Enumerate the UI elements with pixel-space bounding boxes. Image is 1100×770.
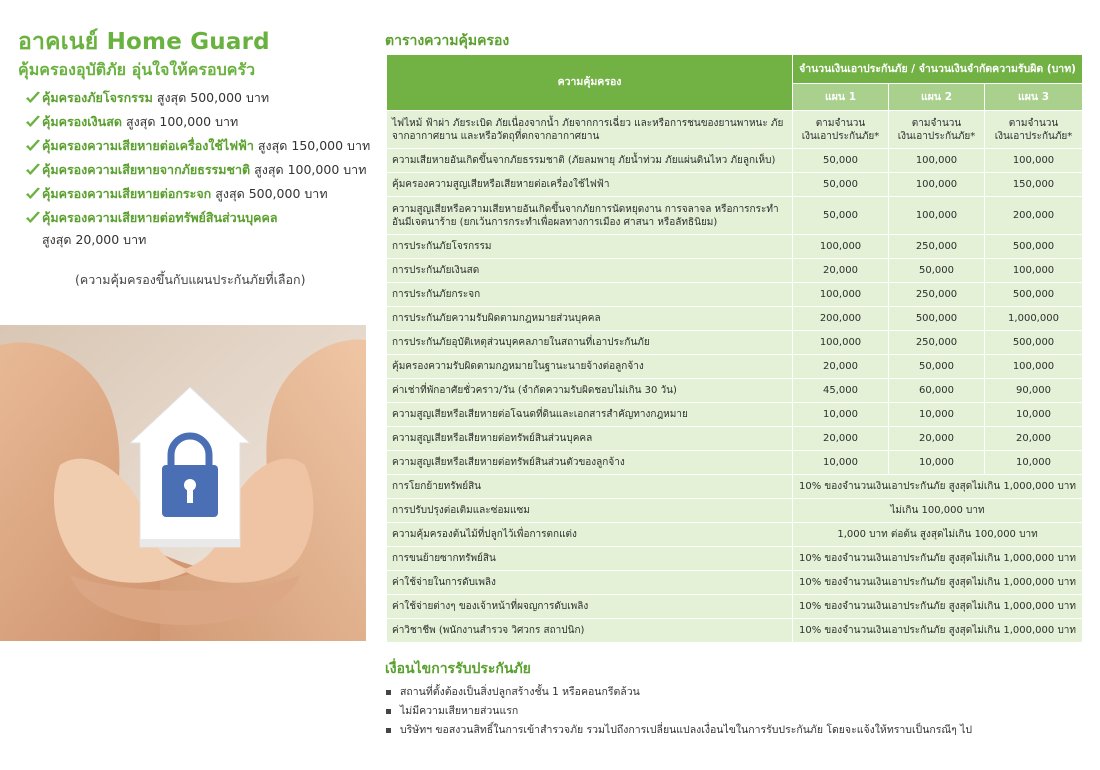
row-value: 100,000 — [985, 149, 1083, 173]
row-value: 250,000 — [889, 331, 985, 355]
row-value: 200,000 — [985, 197, 1083, 235]
feature-item — [24, 162, 374, 178]
table-row — [387, 173, 1083, 197]
row-label: ค่าใช้จ่ายต่างๆ ของเจ้าหน้าที่ผจญการดับเพลิง — [387, 595, 793, 619]
table-row — [387, 197, 1083, 235]
row-label: ความสูญเสียหรือเสียหายต่อโฉนดที่ดินและเอกสารสำคัญทางกฎหมาย — [387, 403, 793, 427]
coverage-table — [386, 54, 1083, 643]
row-value: 250,000 — [889, 235, 985, 259]
row-value: 100,000 — [889, 197, 985, 235]
table-row — [387, 355, 1083, 379]
row-value: 100,000 — [985, 259, 1083, 283]
feature-limit: สูงสุด 500,000 บาท — [215, 186, 328, 201]
amount-column-header: จำนวนเงินเอาประกันภัย / จำนวนเงินจำกัดความรับผิด (บาท) — [793, 55, 1083, 84]
table-row — [387, 331, 1083, 355]
conditions-title: เงื่อนไขการรับประกันภัย — [385, 661, 531, 677]
row-label: ค่าใช้จ่ายในการดับเพลิง — [387, 571, 793, 595]
row-value: 20,000 — [793, 427, 889, 451]
row-value: ตามจำนวน เงินเอาประกันภัย* — [985, 111, 1083, 149]
table-row — [387, 307, 1083, 331]
plan-header: แผน 2 — [889, 84, 985, 111]
row-label: คุ้มครองความสูญเสียหรือเสียหายต่อเครื่องใช้ไฟฟ้า — [387, 173, 793, 197]
feature-item — [24, 90, 374, 106]
row-value: 500,000 — [985, 235, 1083, 259]
feature-title: คุ้มครองความเสียหายจากภัยธรรมชาติ — [42, 162, 251, 177]
row-value: 500,000 — [985, 283, 1083, 307]
table-row — [387, 451, 1083, 475]
row-label: การประกันภัยอุบัติเหตุส่วนบุคคลภายในสถานที่เอาประกันภัย — [387, 331, 793, 355]
check-icon — [24, 91, 42, 105]
row-value: 10,000 — [793, 403, 889, 427]
row-value-span: 10% ของจำนวนเงินเอาประกันภัย สูงสุดไม่เกิน 1,000,000 บาท — [793, 475, 1083, 499]
table-row — [387, 403, 1083, 427]
row-value: 150,000 — [985, 173, 1083, 197]
table-row — [387, 571, 1083, 595]
table-row — [387, 595, 1083, 619]
row-value: 1,000,000 — [985, 307, 1083, 331]
row-value-span: 10% ของจำนวนเงินเอาประกันภัย สูงสุดไม่เกิน 1,000,000 บาท — [793, 571, 1083, 595]
feature-limit: สูงสุด 100,000 บาท — [254, 162, 367, 177]
feature-title: คุ้มครองความเสียหายต่อกระจก — [42, 186, 212, 201]
row-label: ความสูญเสียหรือเสียหายต่อทรัพย์สินส่วนบุคคล — [387, 427, 793, 451]
check-icon — [24, 139, 42, 153]
row-label: ความเสียหายอันเกิดขึ้นจากภัยธรรมชาติ (ภัยลมพายุ ภัยน้ำท่วม ภัยแผ่นดินไหว ภัยลูกเห็บ) — [387, 149, 793, 173]
row-value: 10,000 — [889, 451, 985, 475]
condition-item — [386, 702, 1086, 721]
row-value-span: 10% ของจำนวนเงินเอาประกันภัย สูงสุดไม่เกิน 1,000,000 บาท — [793, 619, 1083, 643]
row-value: 50,000 — [793, 173, 889, 197]
feature-limit: สูงสุด 100,000 บาท — [125, 114, 239, 129]
check-icon — [24, 211, 42, 225]
row-label: การขนย้ายซากทรัพย์สิน — [387, 547, 793, 571]
row-label: ค่าเช่าที่พักอาศัยชั่วคราว/วัน (จำกัดความรับผิดชอบไม่เกิน 30 วัน) — [387, 379, 793, 403]
row-value: 60,000 — [889, 379, 985, 403]
feature-item — [24, 138, 374, 154]
table-row — [387, 523, 1083, 547]
row-label: ความสูญเสียหรือความเสียหายอันเกิดขึ้นจากภัยการนัดหยุดงาน การจลาจล หรือการกระทำอันมีเจตนาร้าย (ยกเว้นการกระทำเพื่อผลทางการเมือง ศาสนา หรือลัทธินิยม) — [387, 197, 793, 235]
row-value: 10,000 — [793, 451, 889, 475]
condition-text: ไม่มีความเสียหายส่วนแรก — [400, 705, 519, 717]
hero-photo — [0, 325, 366, 641]
row-label: การประกันภัยโจรกรรม — [387, 235, 793, 259]
feature-item — [24, 186, 374, 202]
row-value-span: 10% ของจำนวนเงินเอาประกันภัย สูงสุดไม่เกิน 1,000,000 บาท — [793, 595, 1083, 619]
row-label: ความคุ้มครองต้นไม้ที่ปลูกไว้เพื่อการตกแต่ง — [387, 523, 793, 547]
row-label: การปรับปรุงต่อเติมและซ่อมแซม — [387, 499, 793, 523]
row-value: 200,000 — [793, 307, 889, 331]
row-value-span: ไม่เกิน 100,000 บาท — [793, 499, 1083, 523]
feature-title: คุ้มครองความเสียหายต่อเครื่องใช้ไฟฟ้า — [42, 138, 254, 153]
row-value: 500,000 — [985, 331, 1083, 355]
feature-limit: สูงสุด 500,000 บาท — [156, 90, 270, 105]
row-value: 100,000 — [793, 283, 889, 307]
check-icon — [24, 187, 42, 201]
row-value: 50,000 — [889, 355, 985, 379]
feature-limit: สูงสุด 150,000 บาท — [257, 138, 371, 153]
row-value: 100,000 — [889, 149, 985, 173]
feature-title: คุ้มครองภัยโจรกรรม — [42, 90, 153, 105]
row-value-span: 10% ของจำนวนเงินเอาประกันภัย สูงสุดไม่เกิน 1,000,000 บาท — [793, 547, 1083, 571]
row-value: ตามจำนวน เงินเอาประกันภัย* — [889, 111, 985, 149]
check-icon — [24, 115, 42, 129]
row-value: 45,000 — [793, 379, 889, 403]
table-row — [387, 379, 1083, 403]
coverage-column-header: ความคุ้มครอง — [387, 55, 793, 111]
condition-text: บริษัทฯ ขอสงวนสิทธิ์ในการเข้าสำรวจภัย รวมไปถึงการเปลี่ยนแปลงเงื่อนไขในการรับประกันภัย โดยจะแจ้งให้ทราบเป็นกรณีๆ ไป — [400, 724, 973, 736]
feature-title: คุ้มครองความเสียหายต่อทรัพย์สินส่วนบุคคล — [42, 210, 278, 225]
table-row — [387, 111, 1083, 149]
row-value: 50,000 — [889, 259, 985, 283]
plan-header: แผน 1 — [793, 84, 889, 111]
feature-item — [24, 210, 374, 248]
brand-subtitle: คุ้มครองอุบัติภัย อุ่นใจให้ครอบครัว — [18, 60, 256, 79]
row-value: 100,000 — [985, 355, 1083, 379]
check-icon — [24, 163, 42, 177]
condition-text: สถานที่ตั้งต้องเป็นสิ่งปลูกสร้างชั้น 1 หรือคอนกรีตล้วน — [400, 686, 640, 698]
table-row — [387, 427, 1083, 451]
plan-note: (ความคุ้มครองขึ้นกับแผนประกันภัยที่เลือก) — [75, 272, 306, 287]
feature-limit: สูงสุด 20,000 บาท — [42, 232, 147, 247]
row-label: ความสูญเสียหรือเสียหายต่อทรัพย์สินส่วนตัวของลูกจ้าง — [387, 451, 793, 475]
row-value: 20,000 — [793, 259, 889, 283]
row-label: ค่าวิชาชีพ (พนักงานสำรวจ วิศวกร สถาปนิก) — [387, 619, 793, 643]
bullet-icon — [386, 709, 391, 714]
row-value: 20,000 — [985, 427, 1083, 451]
row-value: 500,000 — [889, 307, 985, 331]
table-row — [387, 283, 1083, 307]
feature-title: คุ้มครองเงินสด — [42, 114, 122, 129]
row-value: 10,000 — [889, 403, 985, 427]
row-value: 20,000 — [889, 427, 985, 451]
row-label: การประกันภัยกระจก — [387, 283, 793, 307]
row-label: การโยกย้ายทรัพย์สิน — [387, 475, 793, 499]
table-row — [387, 619, 1083, 643]
row-label: การประกันภัยเงินสด — [387, 259, 793, 283]
row-value: 50,000 — [793, 149, 889, 173]
row-value: 10,000 — [985, 451, 1083, 475]
row-label: การประกันภัยความรับผิดตามกฎหมายส่วนบุคคล — [387, 307, 793, 331]
plan-header: แผน 3 — [985, 84, 1083, 111]
row-value: 50,000 — [793, 197, 889, 235]
table-row — [387, 149, 1083, 173]
table-row — [387, 259, 1083, 283]
conditions-list — [386, 683, 1086, 740]
row-value: ตามจำนวน เงินเอาประกันภัย* — [793, 111, 889, 149]
coverage-table-title: ตารางความคุ้มครอง — [385, 33, 510, 49]
row-value: 250,000 — [889, 283, 985, 307]
table-row — [387, 235, 1083, 259]
bullet-icon — [386, 728, 391, 733]
row-value: 100,000 — [793, 235, 889, 259]
table-row — [387, 499, 1083, 523]
feature-list — [24, 90, 374, 256]
brand-title: อาคเนย์ Home Guard — [18, 29, 270, 55]
hands-house-illustration — [0, 325, 366, 641]
bullet-icon — [386, 690, 391, 695]
row-value: 100,000 — [793, 331, 889, 355]
row-label: ไฟไหม้ ฟ้าผ่า ภัยระเบิด ภัยเนื่องจากน้ำ ภัยจากการเฉี่ยว และหรือการชนของยานพาหนะ ภัยจากอากาศยาน และหรือวัตถุที่ตกจากอากาศยาน — [387, 111, 793, 149]
row-label: คุ้มครองความรับผิดตามกฎหมายในฐานะนายจ้างต่อลูกจ้าง — [387, 355, 793, 379]
table-row — [387, 547, 1083, 571]
feature-item — [24, 114, 374, 130]
row-value: 20,000 — [793, 355, 889, 379]
condition-item — [386, 683, 1086, 702]
row-value: 100,000 — [889, 173, 985, 197]
row-value-span: 1,000 บาท ต่อต้น สูงสุดไม่เกิน 100,000 บาท — [793, 523, 1083, 547]
condition-item — [386, 721, 1086, 740]
row-value: 10,000 — [985, 403, 1083, 427]
row-value: 90,000 — [985, 379, 1083, 403]
table-row — [387, 475, 1083, 499]
